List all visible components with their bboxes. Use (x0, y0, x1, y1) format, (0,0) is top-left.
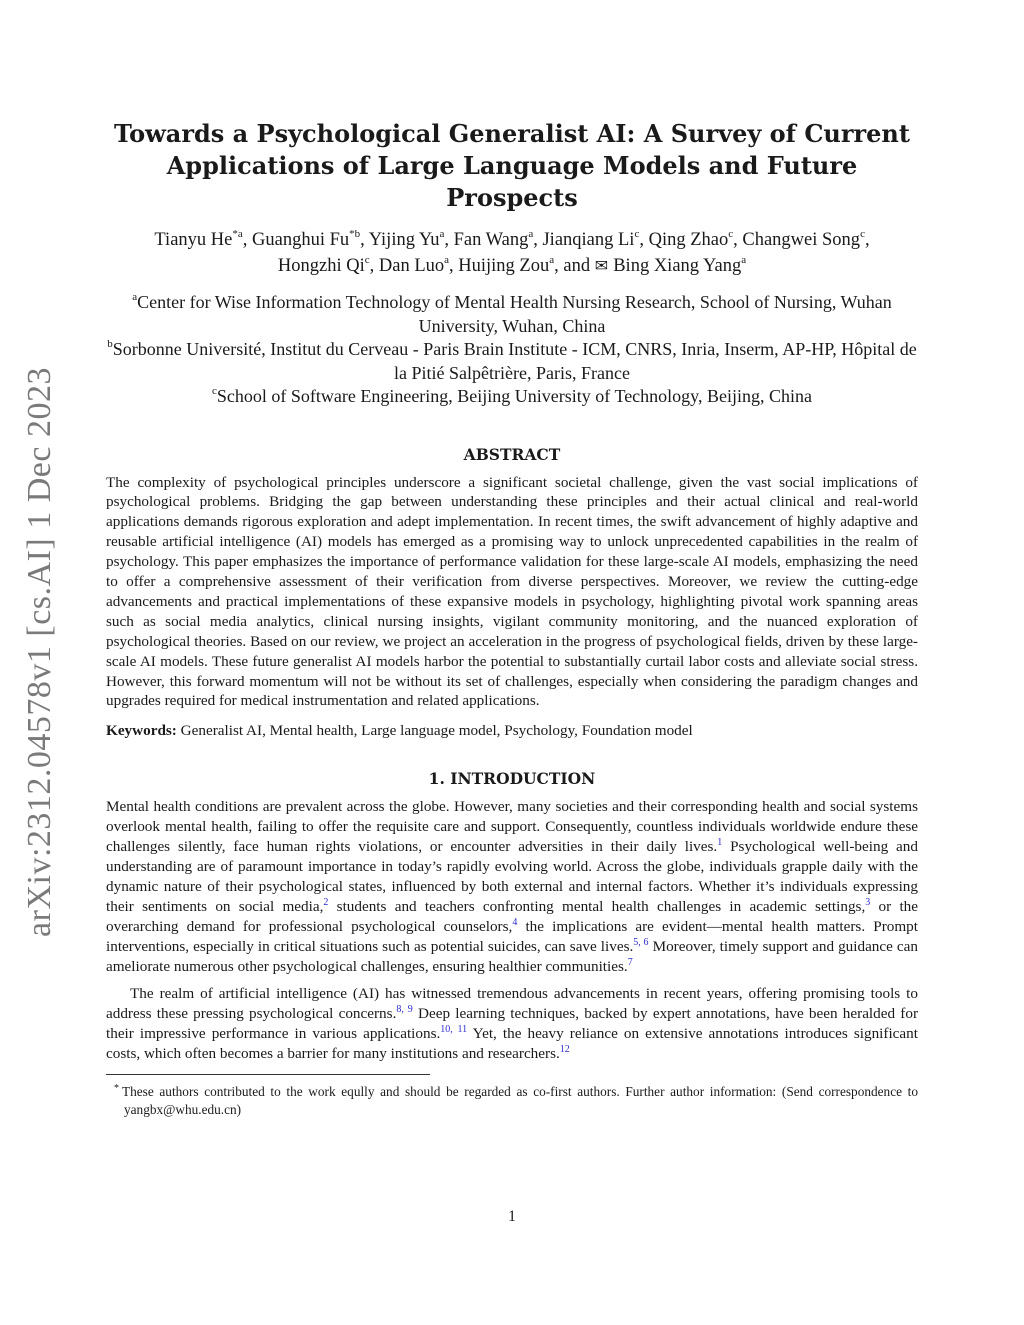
citation-link[interactable]: 7 (627, 956, 633, 968)
footnote-mark: * (114, 1082, 119, 1094)
citation-link[interactable]: 12 (559, 1044, 570, 1056)
paragraph-text: Psychological well-being and understanding are of paramount importance in today’s rapidly evolving world. Across the globe, individuals grapple daily with the dynamic nature of their psychological states, influenced by both external and internal factors. Whether it’s individuals expressing their sentiments on social media, (106, 838, 918, 915)
author-list: Tianyu He$^{*a}$, Guanghui Fu$^{*b}$, Yijing Yu$^a$, Fan Wang$^a$, Jianqiang Li$^c$, Qing Zhao$^c$, Changwei Song$^c$, Hongzhi Qi$^c$, Dan Luo$^a$, Huijing Zou$^a$, and ✉ Bing Xiang Yang$^a$ (154, 227, 870, 276)
author-name: Guanghui Fu (252, 230, 350, 250)
author-name: Qing Zhao (648, 230, 729, 250)
paragraph-text: Moreover, timely support and guidance can ameliorate numerous other psychological challenges, ensuring healthier communities. (106, 937, 918, 975)
author-affiliation-mark: a (549, 253, 555, 266)
intro-paragraph-2 (106, 984, 918, 1064)
author-affiliation-mark: c (364, 253, 370, 266)
affiliation-mark: a (132, 291, 138, 303)
paragraph-text: students and teachers confronting mental health challenges in academic settings, (328, 897, 866, 915)
abstract-text: The complexity of psychological principles underscore a significant societal challenge, given the vast social implications of psychological problems. Bridging the gap between understanding these principles and their actual clinical and real-world applications demands rigorous exploration and adept implementation. In recent times, the swift advancement of highly adaptive and reusable artificial intelligence (AI) models has emerged as a promising way to unlock unprecedented capabilities in the realm of psychology. This paper emphasizes the importance of performance validation for these large-scale AI models, emphasizing the need to offer a comprehensive assessment of their verification from diverse perspectives. Moreover, we review the cutting-edge advancements and practical implementations of these expansive models in psychology, highlighting pivotal work spanning areas such as social media analytics, clinical nursing insights, vigilant community monitoring, and the nuanced exploration of psychological theories. Based on our review, we project an acceleration in the progress of psychological fields, driven by these large-scale AI models. These future generalist AI models harbor the potential to substantially curtail labor costs and alleviate social stress. However, this forward momentum will not be without its set of challenges, especially when considering the paradigm changes and upgrades required for medical instrumentation and related applications. (106, 473, 918, 710)
author-affiliation-mark: c (634, 227, 640, 240)
paragraph-text: Mental health conditions are prevalent across the globe. However, many societies and their corresponding health and social systems overlook mental health, failing to offer the requisite care and support. Consequently, countless individuals worldwide endure these challenges silently, face human rights violations, or encounter adversities in their daily lives. (106, 798, 918, 856)
footnote-text: These authors contributed to the work eqully and should be regarded as co-first authors. Further author information: (Send correspondence to yangbx@whu.edu.cn) (122, 1084, 918, 1117)
affiliation-mark: b (107, 338, 113, 350)
author-name: Jianqiang Li (542, 230, 635, 250)
author-affiliation-mark: c (860, 227, 865, 240)
author-affiliation-mark: a (439, 227, 445, 240)
author-name: Changwei Song (742, 230, 861, 250)
citation-link[interactable]: 8, 9 (396, 1004, 413, 1016)
keywords-label: Keywords: (106, 722, 177, 740)
citation-link[interactable]: 2 (323, 896, 329, 908)
title-line-2: Applications of Large Language Models and Future Prospects (166, 151, 858, 212)
author-name: Dan Luo (378, 256, 445, 276)
affiliation (106, 385, 918, 409)
author-name: Fan Wang (453, 230, 529, 250)
envelope-icon: ✉ (594, 256, 614, 275)
affiliation-text: Center for Wise Information Technology of Mental Health Nursing Research, School of Nursing, Wuhan University, Wuhan, China (137, 292, 892, 336)
citation-link[interactable]: 10, 11 (440, 1024, 468, 1036)
paragraph-text: The realm of artificial intelligence (AI) has witnessed tremendous advancements in recent years, offering promising tools to address these pressing psychological concerns. (106, 985, 918, 1023)
author-affiliation-mark: *a (232, 227, 243, 240)
citation-link[interactable]: 1 (717, 837, 723, 849)
author-name: Hongzhi Qi (277, 256, 365, 276)
author-affiliation-mark: c (728, 227, 734, 240)
author-name: Tianyu He (154, 230, 233, 250)
citation-link[interactable]: 5, 6 (633, 936, 649, 948)
author-name: Bing Xiang Yang (613, 256, 742, 276)
author-affiliation-mark: a (741, 253, 747, 266)
keywords (106, 721, 918, 741)
footnote (114, 1082, 918, 1118)
paragraph-text: the implications are evident—mental health matters. Prompt interventions, especially in critical situations such as potential suicides, can save lives. (106, 917, 918, 955)
affiliation-list (106, 291, 918, 409)
page-number: 1 (508, 1208, 516, 1225)
affiliation (106, 291, 918, 338)
author-affiliation-mark: a (528, 227, 534, 240)
paragraph-text: Deep learning techniques, backed by expert annotations, have been heralded for their impressive performance in various applications. (106, 1005, 919, 1043)
author-affiliation-mark: *b (349, 227, 361, 240)
introduction-heading: 1. INTRODUCTION (428, 769, 596, 789)
paper-page (106, 118, 918, 1118)
citation-link[interactable]: 3 (865, 896, 871, 908)
affiliation-mark: c (211, 385, 217, 397)
affiliation-text: Sorbonne Université, Institut du Cerveau - Paris Brain Institute - ICM, CNRS, Inria, Inserm, AP-HP, Hôpital de la Pitié Salpêtrière, Paris, France (112, 339, 917, 383)
intro-paragraph-1 (106, 797, 918, 976)
footnote-divider (106, 1074, 430, 1075)
arxiv-side-stamp (8, 367, 72, 937)
author-affiliation-mark: a (444, 253, 450, 266)
author-name: Yijing Yu (368, 230, 440, 250)
author-name: Huijing Zou (458, 256, 550, 276)
affiliation (106, 338, 918, 385)
paper-title (106, 118, 918, 214)
arxiv-id-text: arXiv:2312.04578v1 [cs.AI] 1 Dec 2023 (21, 367, 58, 937)
abstract-heading: ABSTRACT (463, 444, 561, 464)
citation-link[interactable]: 4 (512, 916, 518, 928)
paragraph-text: Yet, the heavy reliance on extensive annotations introduces significant costs, which often becomes a barrier for many institutions and researchers. (106, 1025, 918, 1063)
title-line-1: Towards a Psychological Generalist AI: A Survey of Current (114, 119, 910, 148)
keywords-text: Generalist AI, Mental health, Large language model, Psychology, Foundation model (180, 722, 693, 740)
affiliation-text: School of Software Engineering, Beijing University of Technology, Beijing, China (216, 386, 813, 406)
paragraph-text: or the overarching demand for professional psychological counselors, (106, 897, 919, 935)
